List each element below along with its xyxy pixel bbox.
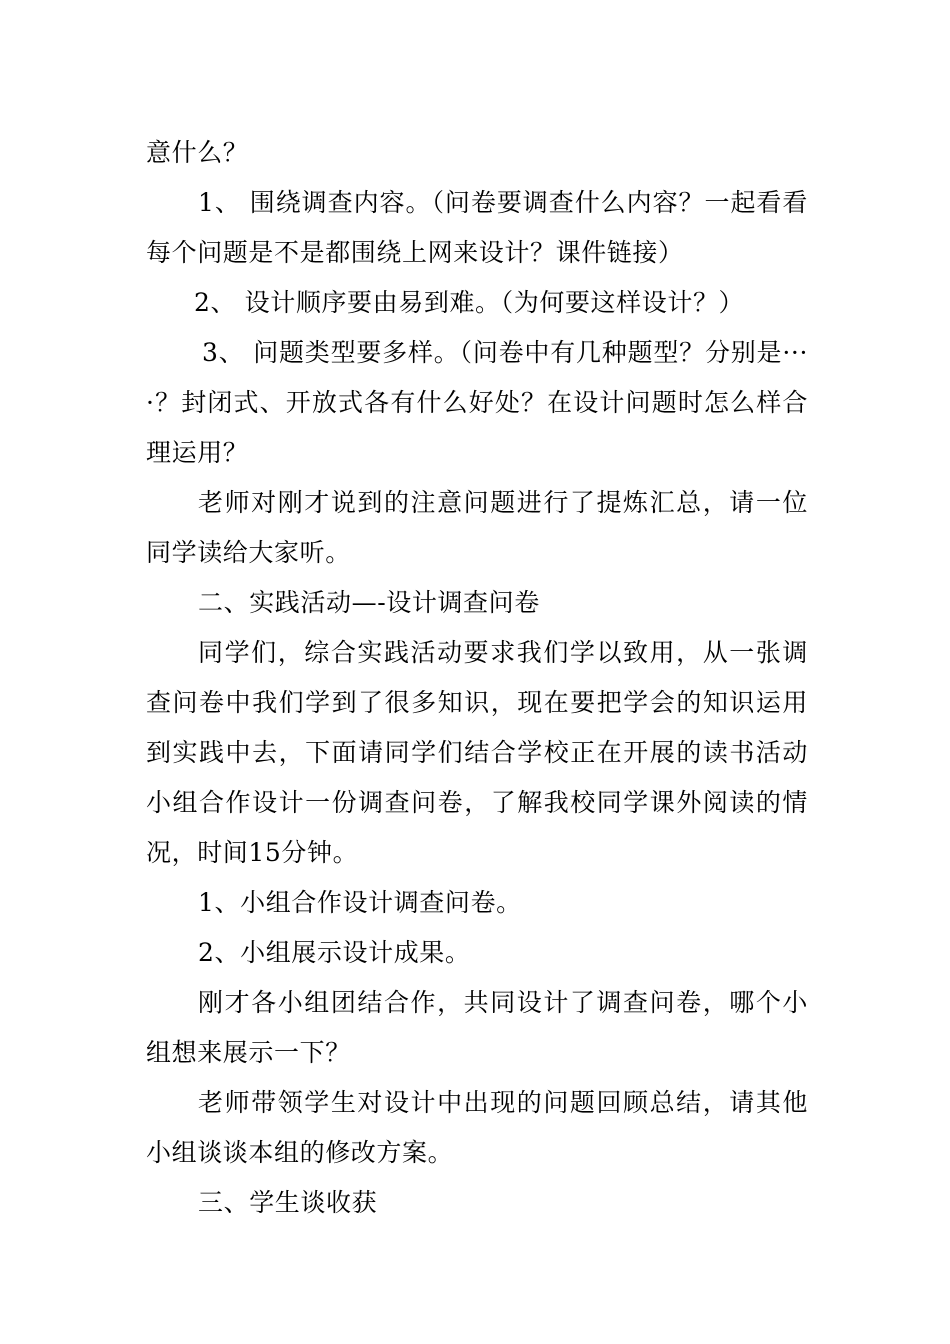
paragraph-step-1: 1、小组合作设计调查问卷。: [198, 888, 522, 917]
paragraph-step-2: 2、小组展示设计成果。: [198, 938, 471, 967]
section-heading-2: 二、实践活动—-设计调查问卷: [198, 588, 540, 617]
section-heading-3: 三、学生谈收获: [198, 1188, 378, 1217]
paragraph-item-2: 2、 设计顺序要由易到难。（为何要这样设计？）: [194, 288, 745, 317]
paragraph-summary: 老师对刚才说到的注意问题进行了提炼汇总，请一位同学读给大家听。: [146, 488, 808, 567]
paragraph-continuation: 意什么？: [146, 138, 249, 167]
paragraph-item-1: 1、 围绕调查内容。（问卷要调查什么内容？一起看看每个问题是不是都围绕上网来设计？课件链接）: [146, 188, 808, 267]
paragraph-showcase: 刚才各小组团结合作，共同设计了调查问卷，哪个小组想来展示一下？: [146, 988, 808, 1067]
paragraph-review: 老师带领学生对设计中出现的问题回顾总结，请其他小组谈谈本组的修改方案。: [146, 1088, 808, 1167]
paragraph-item-3: 3、 问题类型要多样。（问卷中有几种题型？分别是····？封闭式、开放式各有什么好处？在设计问题时怎么样合理运用？: [146, 338, 808, 467]
document-body: [146, 128, 808, 1228]
paragraph-practice: 同学们，综合实践活动要求我们学以致用，从一张调查问卷中我们学到了很多知识，现在要把学会的知识运用到实践中去，下面请同学们结合学校正在开展的读书活动小组合作设计一份调查问卷，了解我校同学课外阅读的情况，时间15分钟。: [146, 638, 808, 867]
